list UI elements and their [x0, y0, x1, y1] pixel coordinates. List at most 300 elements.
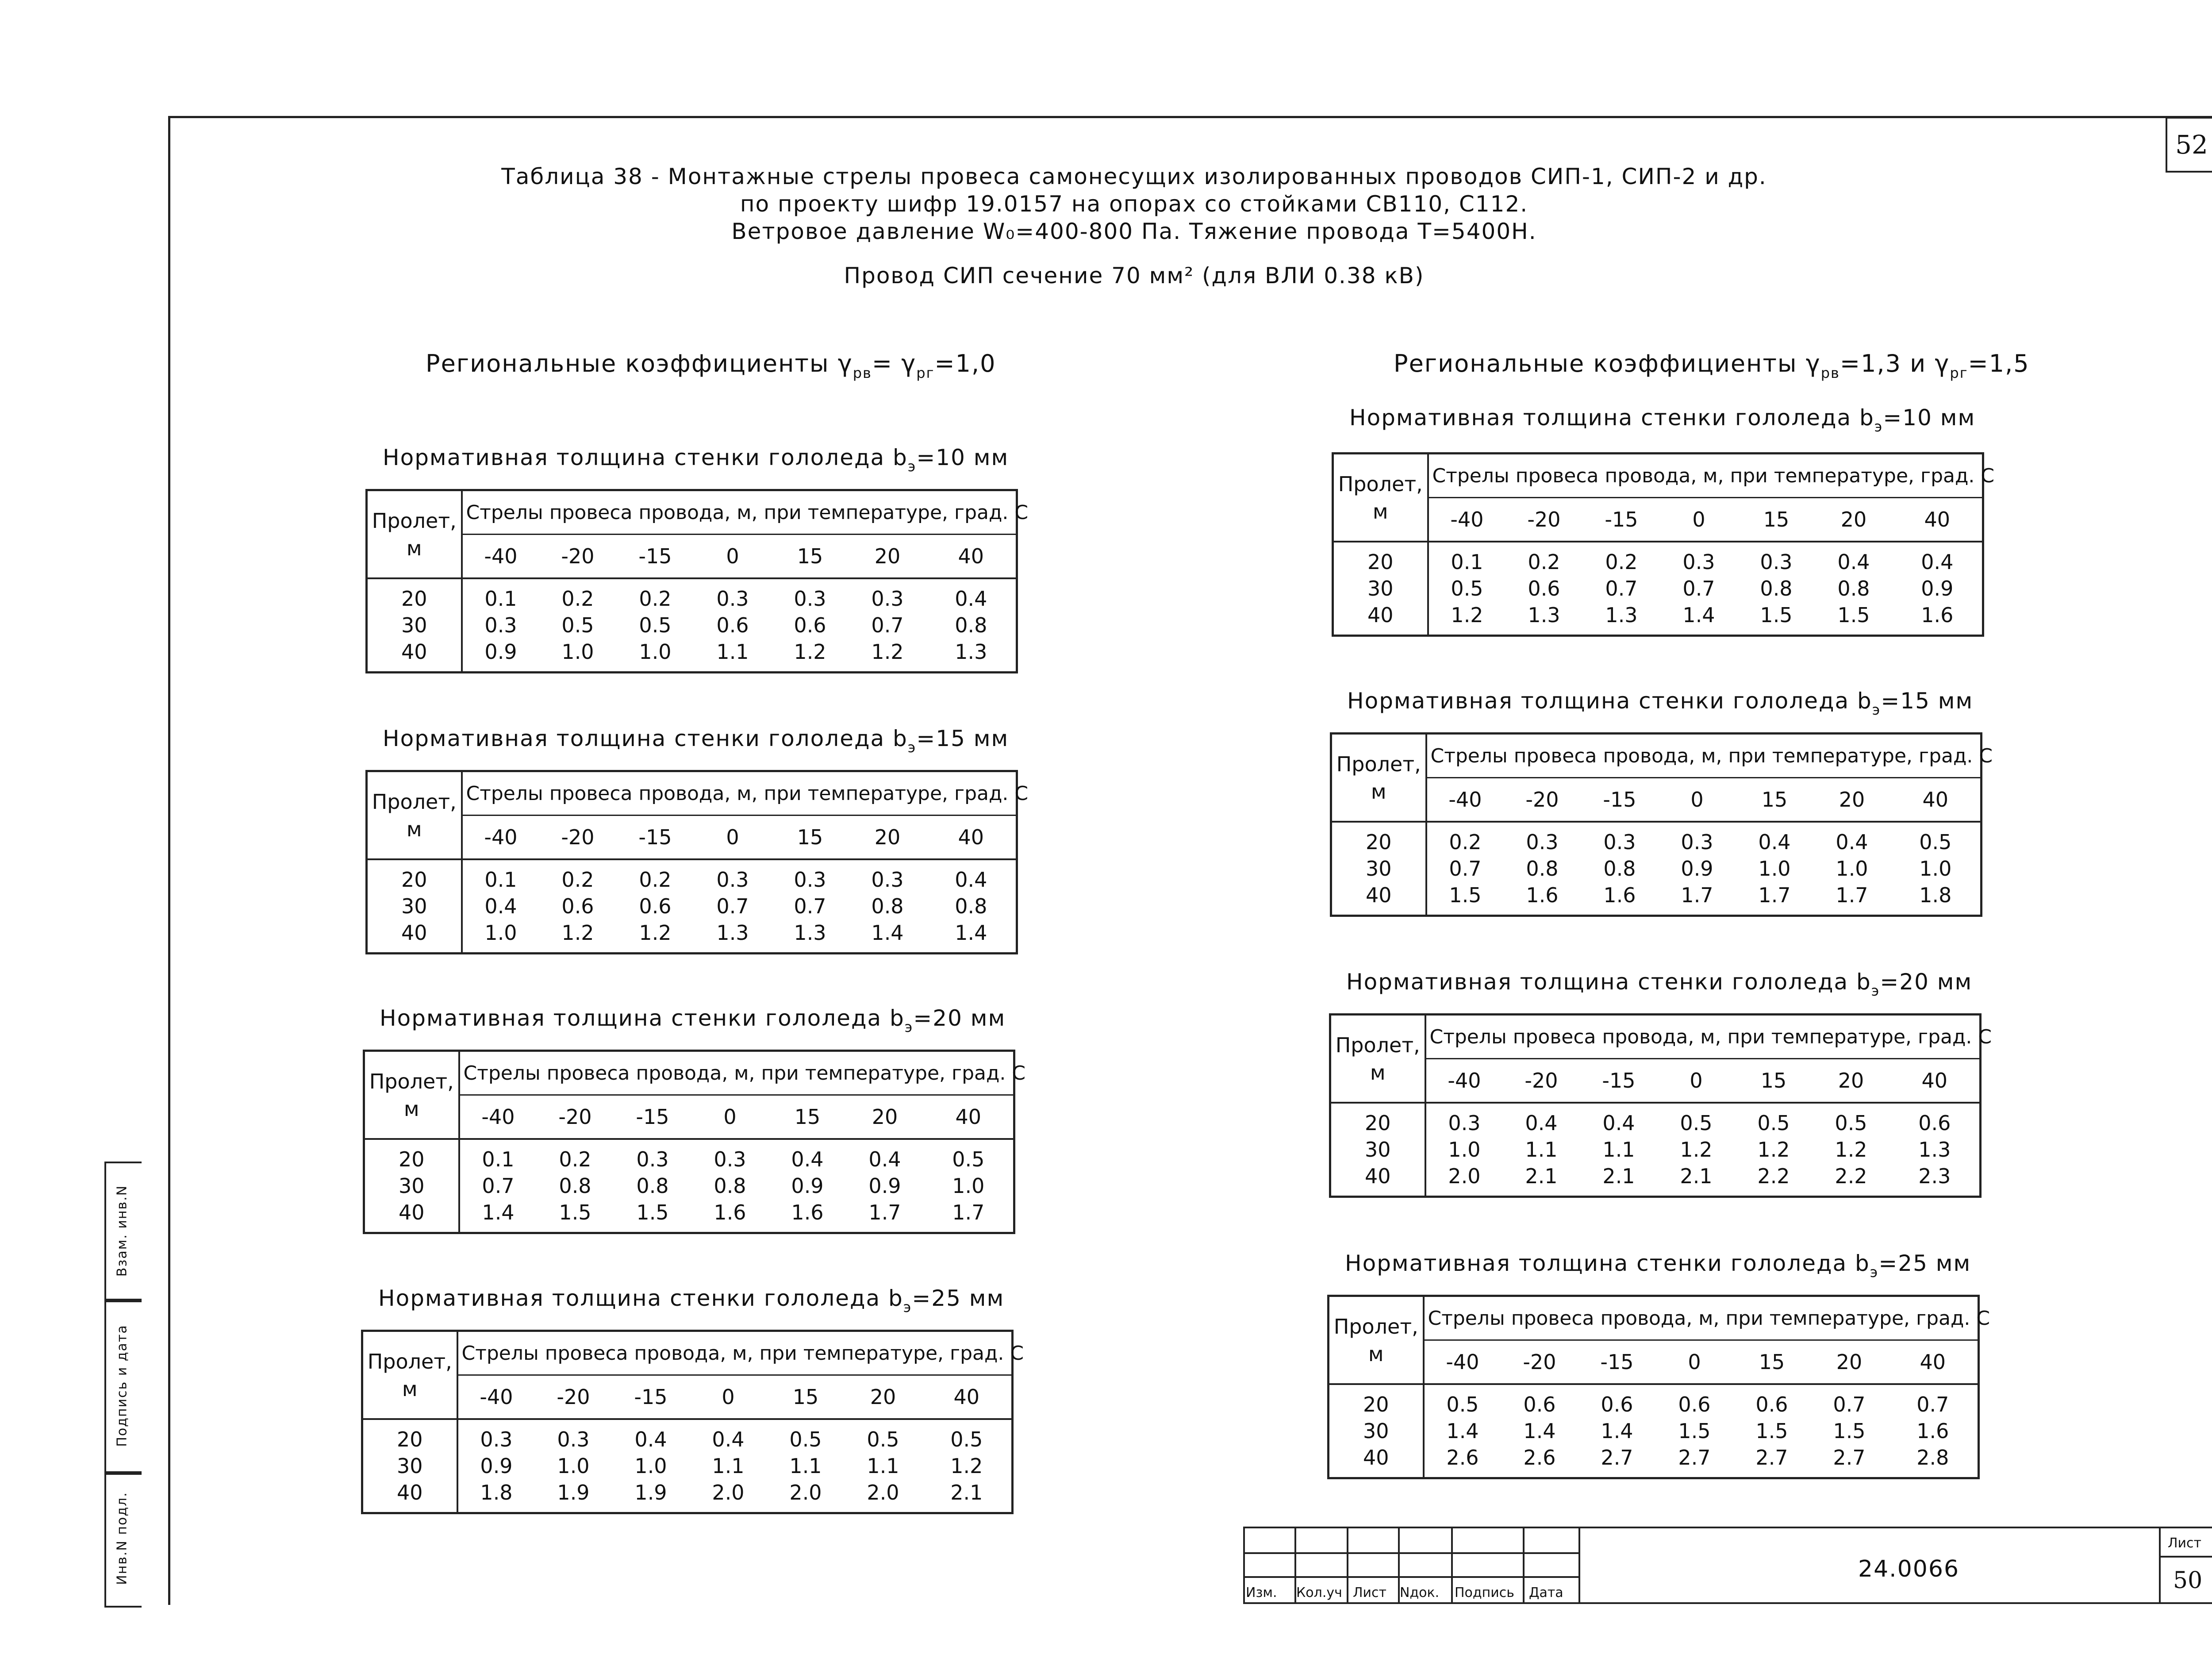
sag-value: 1.7 — [1681, 883, 1713, 907]
sag-value: 0.8 — [1760, 577, 1793, 600]
temperature-header: 15 — [769, 1095, 846, 1139]
temperature-header: 0 — [694, 535, 772, 579]
sag-table — [363, 1050, 1026, 1234]
sag-value: 0.9 — [1921, 577, 1954, 600]
span-value: 30 — [398, 1174, 425, 1198]
sag-value-column — [457, 1419, 535, 1513]
sag-value-column — [535, 1419, 612, 1513]
temperature-header: -40 — [1428, 498, 1505, 542]
temperature-header: 15 — [1735, 1059, 1813, 1103]
sag-value: 0.8 — [871, 894, 904, 918]
span-value: 30 — [1365, 857, 1392, 881]
sag-value-column — [1503, 1103, 1580, 1197]
span-header: Пролет, м — [364, 1051, 459, 1139]
sag-value: 0.2 — [561, 587, 594, 611]
sag-value-column — [614, 1139, 691, 1233]
side-stamp-label: Инв.N подл. — [114, 1492, 130, 1585]
sag-value: 1.2 — [639, 921, 672, 945]
sag-value-column — [1656, 1384, 1733, 1478]
sag-value: 1.5 — [1449, 883, 1482, 907]
sag-value: 1.1 — [789, 1454, 822, 1478]
sag-header: Стрелы провеса провода, м, при температуре, град. С — [462, 490, 1017, 535]
sag-value-column — [772, 578, 849, 673]
sag-value: 0.6 — [1755, 1393, 1788, 1416]
sag-value: 0.3 — [716, 587, 749, 611]
sag-value: 0.2 — [1528, 550, 1560, 574]
sag-value-column — [849, 578, 926, 673]
sag-value: 0.7 — [1833, 1393, 1866, 1416]
sag-value: 2.3 — [1918, 1164, 1951, 1188]
span-value: 30 — [1367, 577, 1394, 600]
sag-value-column — [769, 1139, 846, 1233]
sag-value: 0.4 — [1921, 550, 1954, 574]
sag-value: 0.3 — [871, 587, 904, 611]
sag-value: 0.2 — [559, 1147, 591, 1171]
sheet-number: 50 — [2173, 1567, 2203, 1594]
sag-value: 0.4 — [1837, 550, 1870, 574]
sag-value: 0.3 — [557, 1427, 590, 1451]
sag-value: 0.1 — [1451, 550, 1483, 574]
temperature-header: -20 — [535, 1375, 612, 1419]
span-value: 20 — [396, 1427, 423, 1451]
temperature-header: 40 — [922, 1375, 1013, 1419]
sag-value: 2.1 — [1525, 1164, 1558, 1188]
sag-value: 0.3 — [636, 1147, 669, 1171]
sag-value: 0.5 — [1757, 1111, 1790, 1135]
sag-value: 0.2 — [1605, 550, 1638, 574]
sag-value: 1.9 — [557, 1481, 590, 1504]
sag-table — [1327, 1295, 1990, 1479]
sag-value: 0.2 — [1449, 830, 1482, 854]
span-value: 20 — [401, 587, 427, 611]
temperature-header: 40 — [1888, 1340, 1979, 1385]
span-values — [367, 859, 462, 954]
temperature-header: -40 — [1426, 778, 1504, 822]
sag-value-column — [1733, 1384, 1811, 1478]
sag-value-column — [539, 578, 617, 673]
temperature-header: -15 — [617, 816, 694, 860]
sag-value-column — [1736, 822, 1813, 916]
sag-value: 0.6 — [639, 894, 672, 918]
sag-table — [361, 1330, 1024, 1514]
sag-value-column — [690, 1419, 767, 1513]
ice-thickness-caption: Нормативная толщина стенки гололеда $b_э=10$ мм — [383, 445, 1009, 475]
span-value: 40 — [396, 1481, 423, 1504]
sag-value: 1.4 — [871, 921, 904, 945]
temperature-header: 0 — [1658, 1059, 1735, 1103]
sag-value: 0.3 — [714, 1147, 746, 1171]
temperature-header: 20 — [846, 1095, 924, 1139]
span-value: 30 — [396, 1454, 423, 1478]
ice-thickness-caption: Нормативная толщина стенки гололеда $b_э=15$ мм — [1347, 688, 1974, 718]
sag-value: 1.2 — [1757, 1138, 1790, 1162]
sag-value: 0.6 — [794, 613, 826, 637]
temperature-header: 0 — [694, 816, 772, 860]
sag-value: 0.4 — [1602, 1111, 1635, 1135]
sag-value-column — [1583, 542, 1660, 636]
temperature-header: 20 — [849, 535, 926, 579]
temperature-header: 20 — [1815, 498, 1893, 542]
sag-value: 0.5 — [952, 1147, 985, 1171]
sag-value-column — [1424, 1384, 1501, 1478]
temperature-header: 0 — [1656, 1340, 1733, 1385]
side-stamp-label: Подпись и дата — [114, 1324, 130, 1447]
sag-value: 0.6 — [1918, 1111, 1951, 1135]
sag-value: 0.4 — [634, 1427, 667, 1451]
sag-value: 1.4 — [1682, 603, 1715, 627]
sag-value-column — [1893, 542, 1983, 636]
sag-value: 1.5 — [1760, 603, 1793, 627]
sag-value-column — [1428, 542, 1505, 636]
tb-col-label: Кол.уч — [1296, 1585, 1342, 1600]
sag-value-column — [462, 859, 539, 954]
temperature-header: -15 — [1580, 1059, 1658, 1103]
sag-value: 1.4 — [955, 921, 987, 945]
sag-value: 2.1 — [1602, 1164, 1635, 1188]
sag-value: 1.0 — [484, 921, 517, 945]
span-value: 30 — [1363, 1419, 1389, 1443]
sag-table — [365, 770, 1029, 954]
sag-value: 1.4 — [1601, 1419, 1633, 1443]
sag-value: 1.0 — [634, 1454, 667, 1478]
temperature-header: 20 — [1813, 778, 1891, 822]
span-value: 40 — [1364, 1164, 1391, 1188]
sag-value: 1.6 — [1921, 603, 1954, 627]
tb-col-label: Изм. — [1246, 1585, 1277, 1600]
sag-value: 0.3 — [871, 868, 904, 892]
sag-value: 0.5 — [1446, 1393, 1479, 1416]
sag-table — [1330, 732, 1993, 917]
temperature-header: -20 — [539, 535, 617, 579]
sag-value: 0.8 — [636, 1174, 669, 1198]
sag-value: 0.8 — [1526, 857, 1559, 881]
sag-value-column — [1815, 542, 1893, 636]
span-value: 30 — [1364, 1138, 1391, 1162]
span-values — [367, 578, 462, 673]
ice-thickness-caption: Нормативная толщина стенки гололеда $b_э=25$ мм — [1345, 1250, 1971, 1281]
temperature-header: -20 — [539, 816, 617, 860]
temperature-header: -20 — [1501, 1340, 1578, 1385]
sag-value-column — [926, 578, 1017, 673]
sag-value: 1.6 — [714, 1200, 746, 1224]
temperature-header: 40 — [926, 535, 1017, 579]
right-coef: Региональные коэффициенты $\gamma_{рв}=1,3$ и $\gamma_{рг}=1,5$ — [1394, 350, 2030, 381]
sag-value: 0.7 — [871, 613, 904, 637]
project-line: по проекту шифр 19.0157 на опорах со стойками СВ110, С112. — [740, 191, 1528, 217]
sag-value: 0.9 — [791, 1174, 824, 1198]
temperature-header: -15 — [612, 1375, 690, 1419]
span-value: 40 — [401, 640, 427, 664]
span-header: Пролет, м — [367, 490, 462, 579]
sag-value: 1.1 — [1602, 1138, 1635, 1162]
sag-value-column — [537, 1139, 614, 1233]
sag-value: 1.6 — [1916, 1419, 1949, 1443]
sag-value: 0.6 — [561, 894, 594, 918]
sag-value: 1.0 — [1758, 857, 1791, 881]
sag-header: Стрелы провеса провода, м, при температуре, град. С — [1428, 454, 1983, 498]
sag-value: 0.3 — [484, 613, 517, 637]
temperature-header: 20 — [845, 1375, 922, 1419]
sag-value: 0.7 — [482, 1174, 515, 1198]
sag-table — [1332, 452, 1995, 637]
temperature-header: 40 — [924, 1095, 1014, 1139]
sag-value: 0.1 — [482, 1147, 515, 1171]
span-values — [1331, 822, 1426, 916]
sag-value-column — [1890, 1103, 1981, 1197]
sag-value: 1.2 — [1680, 1138, 1713, 1162]
sag-value: 0.9 — [480, 1454, 513, 1478]
sag-value: 1.5 — [1833, 1419, 1866, 1443]
sag-value: 0.7 — [716, 894, 749, 918]
sag-value-column — [1735, 1103, 1813, 1197]
sag-value: 0.3 — [1448, 1111, 1481, 1135]
temperature-header: 15 — [1738, 498, 1815, 542]
tb-col-label: Подпись — [1455, 1585, 1514, 1600]
sag-value-column — [1813, 1103, 1890, 1197]
temperature-header: 20 — [849, 816, 926, 860]
sag-value: 2.2 — [1757, 1164, 1790, 1188]
sag-value-column — [845, 1419, 922, 1513]
sag-value: 1.0 — [1448, 1138, 1481, 1162]
sag-value-column — [1504, 822, 1581, 916]
sag-value: 2.0 — [867, 1481, 899, 1504]
temperature-header: 15 — [767, 1375, 845, 1419]
page-number: 52 — [2166, 117, 2212, 173]
ice-thickness-caption: Нормативная толщина стенки гололеда $b_э=20$ мм — [1346, 969, 1973, 999]
document-code: 24.0066 — [1858, 1556, 1960, 1582]
temperature-header: 40 — [1890, 1059, 1981, 1103]
tb-col-label: Nдок. — [1400, 1585, 1440, 1600]
sag-value-column — [849, 859, 926, 954]
sheet-label: Лист — [2168, 1535, 2202, 1551]
sag-value: 2.7 — [1601, 1446, 1633, 1470]
temperature-header: 15 — [772, 535, 849, 579]
temperature-header: -40 — [1425, 1059, 1503, 1103]
sag-value: 2.0 — [712, 1481, 745, 1504]
side-stamp-label: Взам. инв.N — [114, 1185, 130, 1277]
sag-value: 0.2 — [561, 868, 594, 892]
sag-value-column — [1813, 822, 1891, 916]
temperature-header: -40 — [459, 1095, 537, 1139]
wire-line: Провод СИП сечение 70 мм² (для ВЛИ 0.38 кВ) — [844, 263, 1425, 289]
sag-value-column — [926, 859, 1017, 954]
span-values — [364, 1139, 459, 1233]
sag-value: 0.8 — [955, 613, 987, 637]
temperature-header: 20 — [1811, 1340, 1888, 1385]
sag-header: Стрелы провеса провода, м, при температуре, град. С — [459, 1051, 1014, 1095]
sag-value: 0.4 — [712, 1427, 745, 1451]
sag-value: 1.1 — [716, 640, 749, 664]
span-header: Пролет, м — [367, 771, 462, 860]
sag-value: 0.3 — [1760, 550, 1793, 574]
sag-value-column — [1658, 1103, 1735, 1197]
span-value: 20 — [1367, 550, 1394, 574]
sag-value: 0.2 — [639, 868, 672, 892]
sag-value: 0.9 — [484, 640, 517, 664]
sag-value: 0.3 — [1682, 550, 1715, 574]
temperature-header: 0 — [691, 1095, 769, 1139]
span-value: 20 — [1364, 1111, 1391, 1135]
sag-value: 0.2 — [639, 587, 672, 611]
temperature-header: -40 — [457, 1375, 535, 1419]
sag-value: 0.6 — [716, 613, 749, 637]
sag-value: 1.3 — [955, 640, 987, 664]
sag-value-column — [1501, 1384, 1578, 1478]
wind-line: Ветровое давление W₀=400-800 Па. Тяжение провода Т=5400Н. — [731, 219, 1537, 244]
sag-value: 1.2 — [794, 640, 826, 664]
temperature-header: 40 — [1893, 498, 1983, 542]
sag-value-column — [1505, 542, 1583, 636]
sag-value: 0.4 — [1758, 830, 1791, 854]
sag-value: 1.7 — [1836, 883, 1868, 907]
sag-value-column — [1659, 822, 1736, 916]
span-values — [1333, 542, 1428, 636]
span-value: 40 — [398, 1200, 425, 1224]
span-value: 20 — [401, 868, 427, 892]
sag-value: 1.2 — [1835, 1138, 1867, 1162]
sag-value: 0.9 — [1681, 857, 1713, 881]
ice-thickness-caption: Нормативная толщина стенки гололеда $b_э=10$ мм — [1349, 405, 1976, 435]
sag-value: 1.0 — [557, 1454, 590, 1478]
sag-value: 2.0 — [789, 1481, 822, 1504]
sag-value: 0.3 — [480, 1427, 513, 1451]
sag-table — [1329, 1013, 1992, 1198]
temperature-header: -15 — [1581, 778, 1659, 822]
sag-value: 1.3 — [1918, 1138, 1951, 1162]
sag-value: 0.7 — [1682, 577, 1715, 600]
sag-value-column — [539, 859, 617, 954]
sag-value: 1.6 — [791, 1200, 824, 1224]
sag-value: 0.3 — [794, 587, 826, 611]
sag-value-column — [1425, 1103, 1503, 1197]
span-value: 40 — [401, 921, 427, 945]
span-value: 20 — [398, 1147, 425, 1171]
sag-value: 1.2 — [950, 1454, 983, 1478]
sag-value: 1.7 — [952, 1200, 985, 1224]
sag-value: 1.6 — [1526, 883, 1559, 907]
sag-value-column — [924, 1139, 1014, 1233]
temperature-header: 15 — [772, 816, 849, 860]
sag-value-column — [1811, 1384, 1888, 1478]
sag-value: 0.4 — [955, 868, 987, 892]
sag-value-column — [767, 1419, 845, 1513]
sag-value: 0.5 — [639, 613, 672, 637]
sag-value: 0.4 — [955, 587, 987, 611]
sag-value: 1.5 — [636, 1200, 669, 1224]
ice-thickness-caption: Нормативная толщина стенки гололеда $b_э=15$ мм — [383, 726, 1009, 756]
ice-thickness-caption: Нормативная толщина стенки гололеда $b_э=20$ мм — [380, 1005, 1006, 1035]
sag-value: 0.4 — [1836, 830, 1868, 854]
span-header: Пролет, м — [1329, 1296, 1424, 1385]
sag-value: 0.6 — [1523, 1393, 1556, 1416]
sag-value: 0.7 — [1916, 1393, 1949, 1416]
temperature-header: -15 — [617, 535, 694, 579]
sag-value: 1.2 — [1451, 603, 1483, 627]
sag-header: Стрелы провеса провода, м, при температуре, град. С — [457, 1331, 1013, 1375]
sag-value: 1.3 — [1528, 603, 1560, 627]
ice-thickness-caption: Нормативная толщина стенки гололеда $b_э=25$ мм — [378, 1285, 1005, 1316]
span-header: Пролет, м — [1333, 454, 1428, 542]
sag-value: 1.0 — [561, 640, 594, 664]
sag-value: 2.7 — [1833, 1446, 1866, 1470]
temperature-header: -40 — [462, 535, 539, 579]
sag-value-column — [617, 859, 694, 954]
sag-value: 1.3 — [716, 921, 749, 945]
sag-value: 0.7 — [1449, 857, 1482, 881]
sag-value: 1.4 — [1446, 1419, 1479, 1443]
table-title: Таблица 38 - Монтажные стрелы провеса самонесущих изолированных проводов СИП-1, СИП-2 и др. — [501, 164, 1767, 189]
sag-value: 0.8 — [1603, 857, 1636, 881]
span-values — [1329, 1384, 1424, 1478]
span-values — [1330, 1103, 1425, 1197]
temperature-header: -20 — [1503, 1059, 1580, 1103]
tb-col-label: Лист — [1353, 1585, 1387, 1600]
sag-table — [365, 489, 1029, 673]
sag-value: 1.3 — [1605, 603, 1638, 627]
sag-value: 2.1 — [1680, 1164, 1713, 1188]
temperature-header: -15 — [614, 1095, 691, 1139]
sag-value-column — [1738, 542, 1815, 636]
temperature-header: 40 — [926, 816, 1017, 860]
sag-value: 2.7 — [1755, 1446, 1788, 1470]
sag-value: 2.6 — [1523, 1446, 1556, 1470]
temperature-header: 0 — [1660, 498, 1738, 542]
sag-value: 0.1 — [484, 868, 517, 892]
sag-header: Стрелы провеса провода, м, при температуре, град. С — [1426, 734, 1982, 778]
sag-value-column — [694, 578, 772, 673]
sag-value: 0.5 — [1835, 1111, 1867, 1135]
temperature-header: -20 — [1505, 498, 1583, 542]
sag-value-column — [694, 859, 772, 954]
sag-header: Стрелы провеса провода, м, при температуре, град. С — [1425, 1015, 1981, 1059]
sag-value: 1.8 — [480, 1481, 513, 1504]
sag-value-column — [459, 1139, 537, 1233]
sag-value: 0.7 — [794, 894, 826, 918]
sag-value: 1.6 — [1603, 883, 1636, 907]
sag-value: 2.8 — [1916, 1446, 1949, 1470]
sag-value-column — [612, 1419, 690, 1513]
sag-value: 0.8 — [955, 894, 987, 918]
sag-value: 0.4 — [868, 1147, 901, 1171]
sag-value-column — [922, 1419, 1013, 1513]
sag-value: 0.3 — [1526, 830, 1559, 854]
sag-value: 0.7 — [1605, 577, 1638, 600]
sag-header: Стрелы провеса провода, м, при температуре, град. С — [462, 771, 1017, 816]
sag-value: 1.5 — [1837, 603, 1870, 627]
sag-value: 1.0 — [639, 640, 672, 664]
span-value: 30 — [401, 894, 427, 918]
sag-value: 0.5 — [789, 1427, 822, 1451]
sag-value-column — [1888, 1384, 1979, 1478]
temperature-header: 0 — [690, 1375, 767, 1419]
sag-value: 0.5 — [561, 613, 594, 637]
sag-value-column — [617, 578, 694, 673]
temperature-header: 15 — [1736, 778, 1813, 822]
sag-value: 2.2 — [1835, 1164, 1867, 1188]
sag-value-column — [1426, 822, 1504, 916]
span-header: Пролет, м — [1331, 734, 1426, 822]
temperature-header: 0 — [1659, 778, 1736, 822]
temperature-header: -15 — [1583, 498, 1660, 542]
sag-value-column — [1581, 822, 1659, 916]
sag-value-column — [691, 1139, 769, 1233]
sag-value: 0.5 — [867, 1427, 899, 1451]
sag-value: 1.5 — [1678, 1419, 1711, 1443]
sag-value: 1.5 — [559, 1200, 591, 1224]
sag-value: 1.1 — [712, 1454, 745, 1478]
left-coef: Региональные коэффициенты $\gamma_{рв}= \gamma_{рг}=1,0$ — [426, 350, 996, 381]
sag-value: 0.8 — [559, 1174, 591, 1198]
